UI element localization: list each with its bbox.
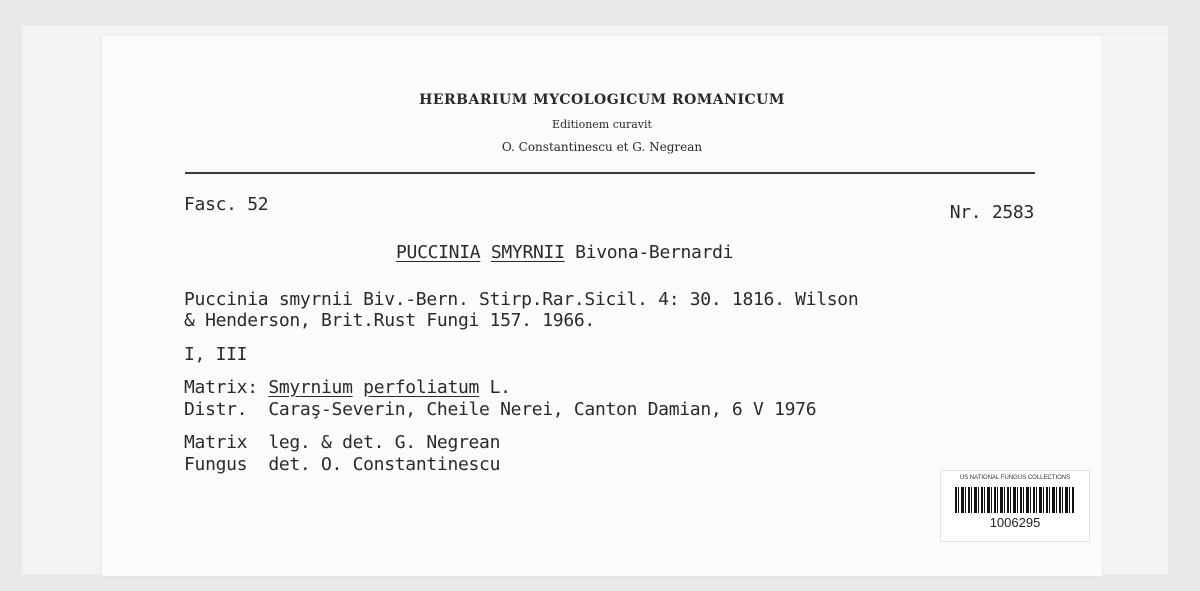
matrix-collector-text: leg. & det. G. Negrean (268, 432, 501, 453)
host-genus: Smyrnium (268, 377, 353, 398)
matrix-collector-label: Matrix (184, 432, 248, 453)
host-species: perfoliatum (363, 377, 480, 398)
matrix-collector-line (184, 432, 500, 453)
sheet-flap (1095, 38, 1168, 568)
taxon-author: Bivona-Bernardi (575, 242, 734, 263)
barcode-label (940, 470, 1090, 542)
fungus-determiner-text: det. O. Constantinescu (268, 454, 501, 475)
edition-line: Editionem curavit (552, 118, 652, 131)
header-divider (185, 172, 1035, 174)
fascicle-number: Fasc. 52 (184, 194, 269, 215)
barcode-institution: US NATIONAL FUNGUS COLLECTIONS (959, 475, 1071, 481)
specimen-number: Nr. 2583 (949, 202, 1034, 223)
matrix-label: Matrix: (184, 377, 258, 398)
distribution-text: Caraş-Severin, Cheile Nerei, Canton Damian, 6 V 1976 (268, 399, 817, 420)
citation-line-2: & Henderson, Brit.Rust Fungi 157. 1966. (184, 310, 595, 331)
matrix-line (184, 377, 511, 398)
fungus-determiner-line (184, 454, 500, 475)
distribution-label: Distr. (184, 399, 248, 420)
barcode-number: 1006295 (989, 515, 1041, 530)
barcode-icon (955, 487, 1075, 513)
editors-line: O. Constantinescu et G. Negrean (501, 140, 703, 154)
spore-stages: I, III (184, 344, 248, 365)
fungus-determiner-label: Fungus (184, 454, 248, 475)
distribution-line (184, 399, 816, 420)
citation-line-1: Puccinia smyrnii Biv.-Bern. Stirp.Rar.Sicil. 4: 30. 1816. Wilson (184, 289, 859, 310)
herbarium-title: HERBARIUM MYCOLOGICUM ROMANICUM (419, 92, 785, 108)
taxon-species: SMYRNII (490, 242, 565, 263)
host-author: L. (489, 377, 511, 398)
taxon-name (396, 242, 733, 263)
taxon-genus: PUCCINIA (396, 242, 481, 263)
